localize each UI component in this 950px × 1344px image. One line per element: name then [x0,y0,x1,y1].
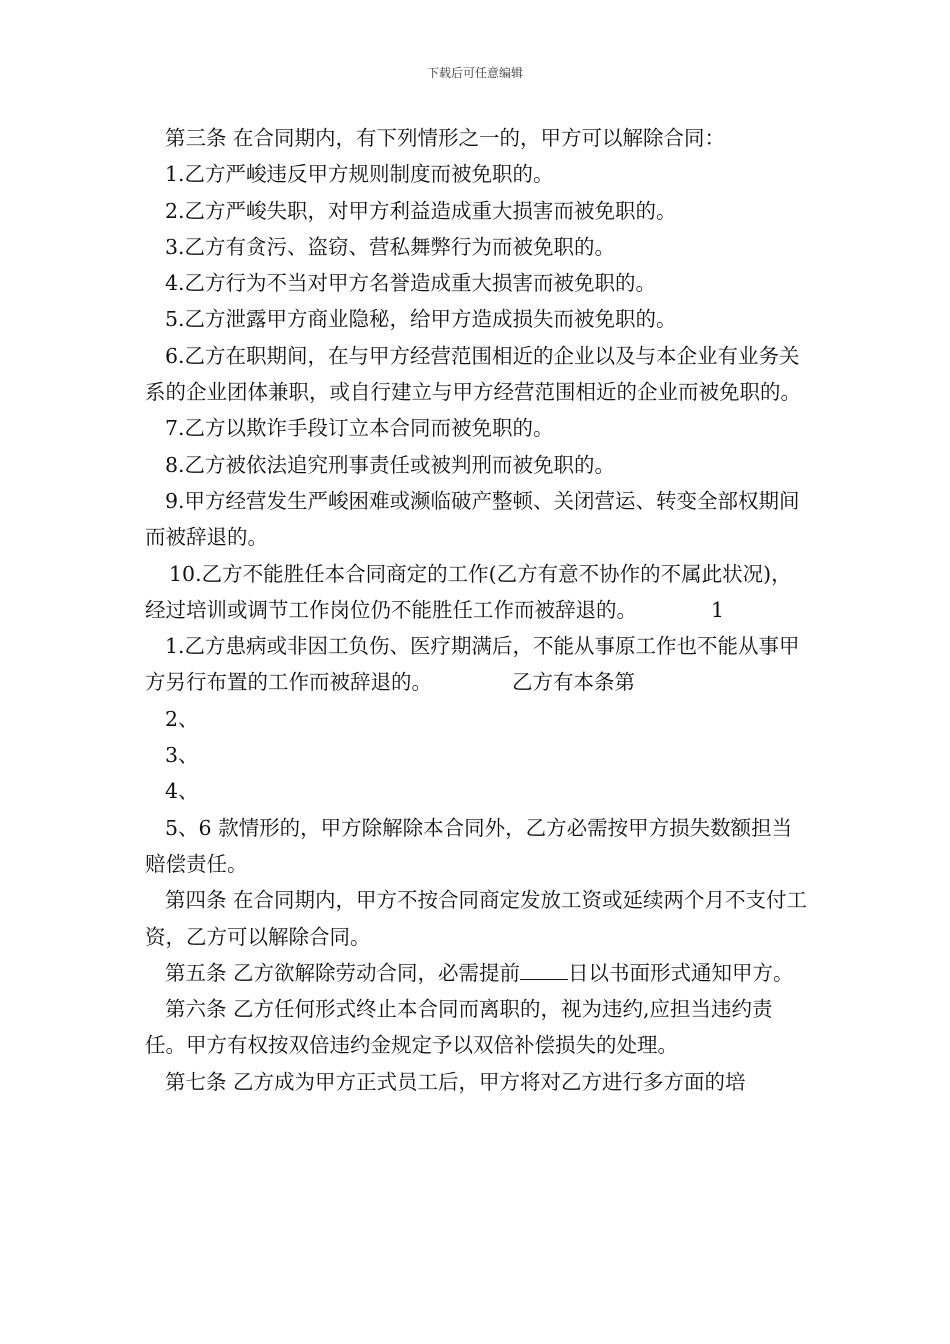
inline-number: 1 [711,597,725,622]
list-item-11-text: 1.乙方患病或非因工负伤、医疗期满后，不能从事原工作也不能从事甲方另行布置的工作而被辞退的。 [145,634,800,695]
paragraph-article-6: 第六条 乙方任何形式终止本合同而离职的，视为违约,应担当违约责任。甲方有权按双倍违约金规定予以双倍补偿损失的处理。 [145,997,773,1058]
fragment-3: 3、 [165,743,199,768]
fragment-2: 2、 [165,706,199,731]
fill-in-blank [520,961,568,980]
paragraph-article-7: 第七条 乙方成为甲方正式员工后，甲方将对乙方进行多方面的培 [165,1069,746,1094]
list-item-1: 1.乙方严峻违反甲方规则制度而被免职的。 [165,162,554,187]
page-header-note: 下载后可任意编辑 [426,66,523,80]
paragraph-article-3: 第三条 在合同期内，有下列情形之一的，甲方可以解除合同： [165,126,726,150]
paragraph-article-4: 第四条 在合同期内，甲方不按合同商定发放工资或延续两个月不支付工资，乙方可以解除合同。 [145,888,808,949]
list-item-11-tail: 乙方有本条第 [512,670,635,695]
list-item-3: 3.乙方有贪污、盗窃、营私舞弊行为而被免职的。 [165,234,616,259]
list-item-4: 4.乙方行为不当对甲方名誉造成重大损害而被免职的。 [165,271,657,296]
list-item-7: 7.乙方以欺诈手段订立本合同而被免职的。 [165,416,554,441]
list-item-9: 9.甲方经营发生严峻困难或濒临破产整顿、关闭营运、转变全部权期间而被辞退的。 [145,488,800,550]
paragraph-article-5 [145,955,807,991]
list-item-10-text: 10.乙方不能胜任本合同商定的工作(乙方有意不协作的不属此状况)，经过培训或调节工作岗位仍不能胜任工作而被辞退的。 [145,561,792,622]
article-5-part-b: 日以书面形式通知甲方。 [568,960,794,985]
list-item-2: 2.乙方严峻失职，对甲方利益造成重大损害而被免职的。 [165,198,677,223]
list-item-10 [145,556,807,629]
list-item-8: 8.乙方被依法追究刑事责任或被判刑而被免职的。 [165,452,616,477]
list-item-6: 6.乙方在职期间，在与甲方经营范围相近的企业以及与本企业有业务关系的企业团体兼职，或自行建立与甲方经营范围相近的企业而被免职的。 [145,343,801,405]
list-item-11 [145,628,807,701]
article-5-part-a: 第五条 乙方欲解除劳动合同，必需提前 [165,960,521,985]
fragment-4: 4、 [165,779,199,804]
document-body [145,120,807,1100]
fragment-5-6: 5、6 款情形的，甲方除解除本合同外，乙方必需按甲方损失数额担当赔偿责任。 [145,815,793,876]
list-item-5: 5.乙方泄露甲方商业隐秘，给甲方造成损失而被免职的。 [165,307,677,332]
